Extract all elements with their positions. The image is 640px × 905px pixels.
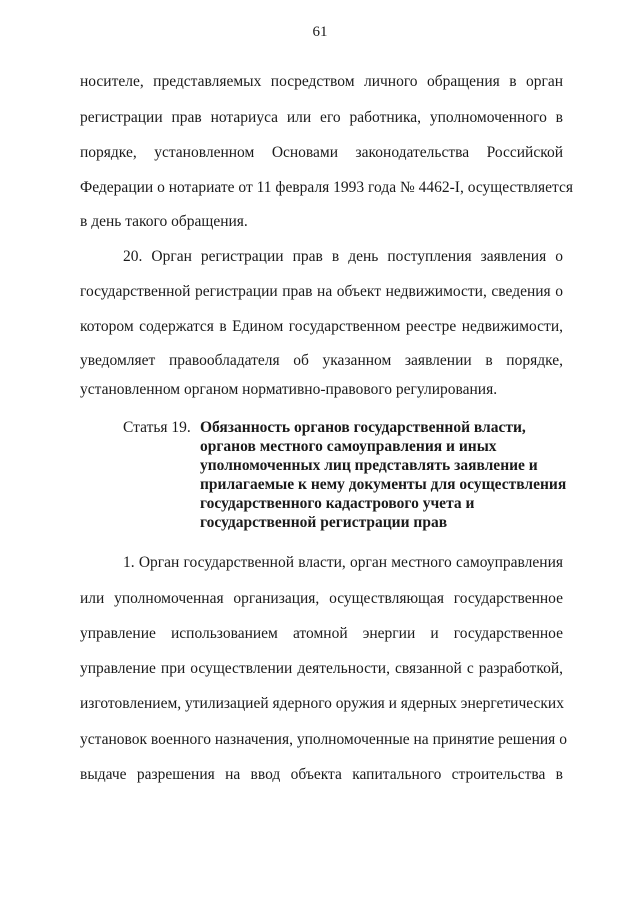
article-label: Статья 19. xyxy=(123,419,191,436)
text-line: носителе, представляемых посредством личного обращения в орган xyxy=(80,73,563,90)
article-title-line: государственного кадастрового учета и xyxy=(200,495,475,512)
text-line: 20. Орган регистрации прав в день поступления заявления о xyxy=(123,248,563,265)
text-line: или уполномоченная организация, осуществляющая государственное xyxy=(80,590,563,607)
text-line: управление при осуществлении деятельности, связанной с разработкой, xyxy=(80,660,563,677)
text-line: установок военного назначения, уполномоченные на принятие решения о xyxy=(80,731,567,748)
article-title-line: государственной регистрации прав xyxy=(200,514,448,531)
article-title-line: уполномоченных лиц представлять заявление и xyxy=(200,457,538,474)
page-number: 61 xyxy=(312,24,328,40)
text-line: управление использованием атомной энергии и государственное xyxy=(80,625,563,642)
text-line: 1. Орган государственной власти, орган местного самоуправления xyxy=(123,554,563,571)
text-line: изготовлением, утилизацией ядерного оружия и ядерных энергетических xyxy=(80,695,564,712)
article-title xyxy=(200,418,580,532)
text-line: уведомляет правообладателя об указанном заявлении в порядке, xyxy=(80,352,563,369)
article-title-line: органов местного самоуправления и иных xyxy=(200,438,497,455)
text-line: регистрации прав нотариуса или его работника, уполномоченного в xyxy=(80,109,563,126)
article-title-line: Обязанность органов государственной власти, xyxy=(200,419,526,436)
text-line: государственной регистрации прав на объект недвижимости, сведения о xyxy=(80,283,563,300)
text-line: котором содержатся в Едином государственном реестре недвижимости, xyxy=(80,318,563,335)
text-line: выдаче разрешения на ввод объекта капитального строительства в xyxy=(80,766,563,783)
text-line: порядке, установленном Основами законодательства Российской xyxy=(80,144,563,161)
text-line: в день такого обращения. xyxy=(80,213,248,230)
text-line: установленном органом нормативно-правового регулирования. xyxy=(80,381,498,398)
text-line: Федерации о нотариате от 11 февраля 1993 года № 4462-I, осуществляется xyxy=(80,179,573,196)
article-title-line: прилагаемые к нему документы для осуществления xyxy=(200,476,567,493)
